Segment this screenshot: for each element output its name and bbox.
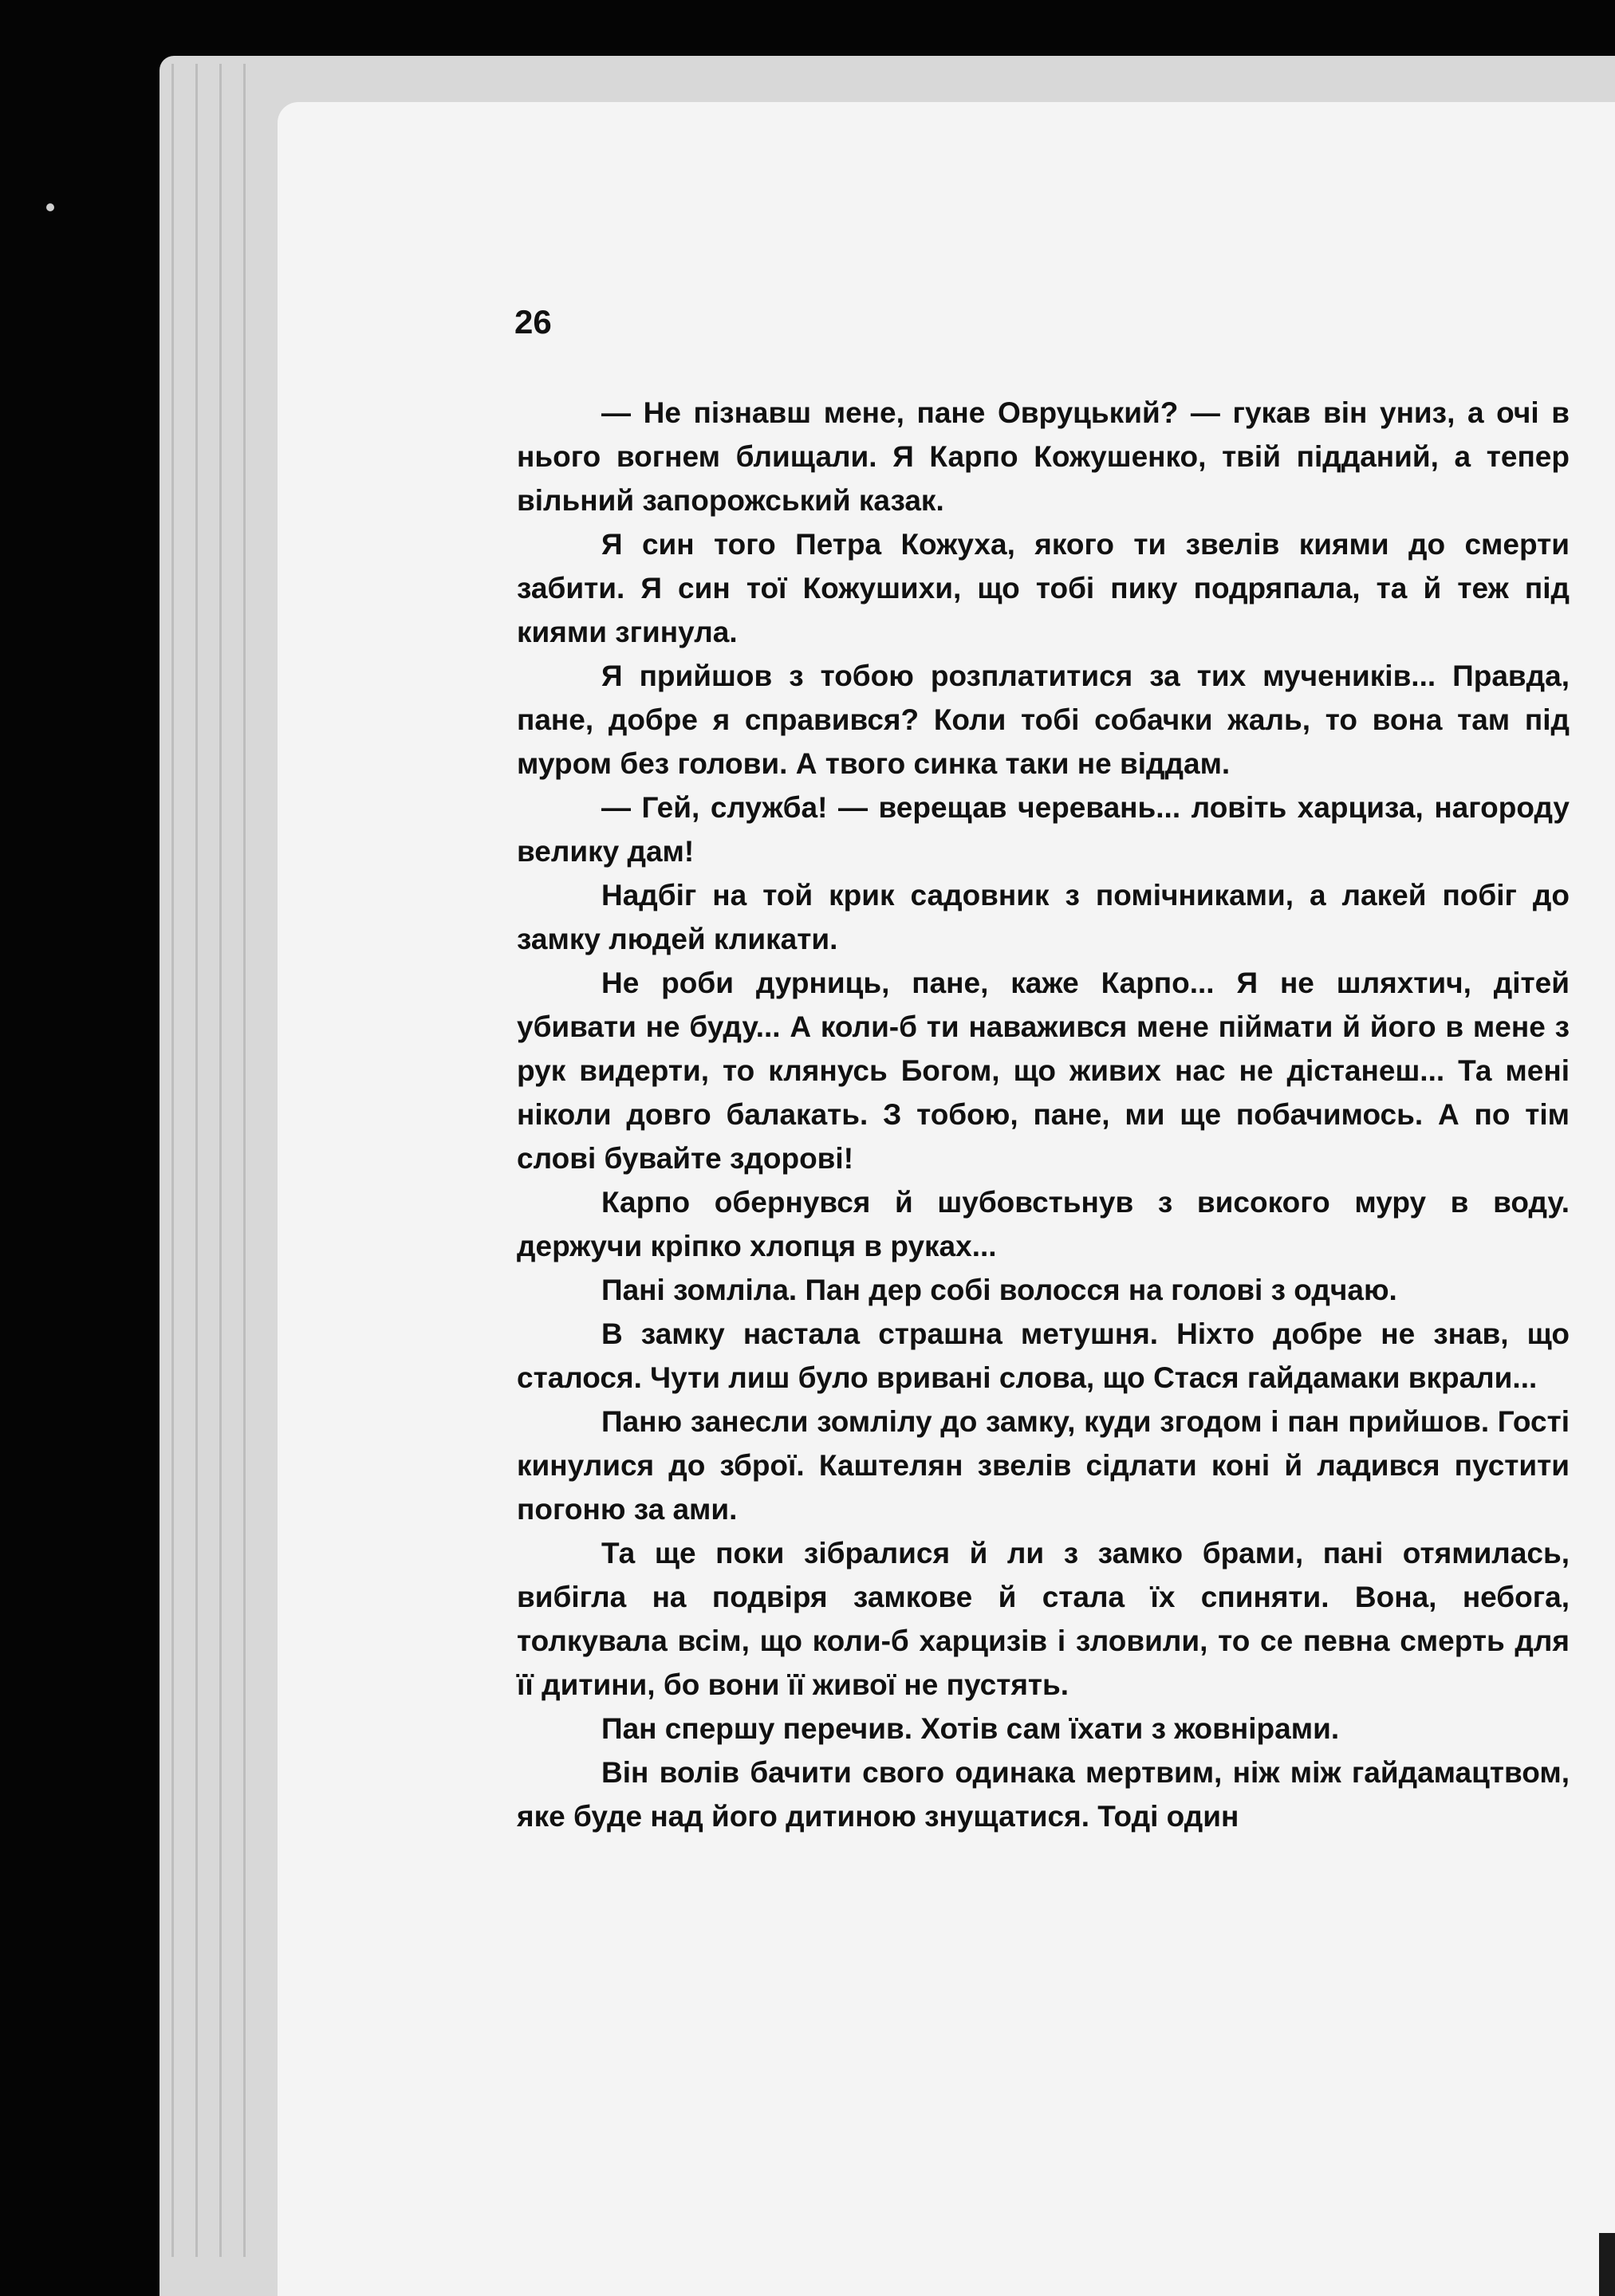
paragraph: Надбіг на той крик садовник з помічниками, а лакей побіг до замку людей кликати. xyxy=(517,879,1570,955)
page-edge-line xyxy=(243,64,246,2257)
page-edge-line xyxy=(171,64,174,2257)
scan-speck xyxy=(46,203,54,211)
paragraph: Пан спершу перечив. Хотів сам їхати з жовнірами. xyxy=(601,1712,1340,1745)
paragraph: Він волів бачити свого одинака мертвим, ніж між гайдамацтвом, яке буде над його дитиною знущатися. Тоді один xyxy=(517,1756,1570,1833)
paragraph: Я прийшов з тобою розплатитися за тих мучеників... Правда, пане, добре я справився? Коли тобі собачки жаль, то вона там під муром без голови. А твого синка таки не віддам. xyxy=(517,660,1570,780)
paragraph: — Не пізнавш мене, пане Овруцький? — гукав він униз, а очі в нього вогнем блищали. Я Карпо Кожушенко, твій підданий, а тепер вільний запорожський казак. xyxy=(517,396,1570,517)
page-text xyxy=(517,391,1570,1838)
page-edge-line xyxy=(219,64,222,2257)
paragraph: — Гей, служба! — верещав черевань... ловіть харциза, нагороду велику дам! xyxy=(517,791,1570,868)
page-number: 26 xyxy=(514,303,552,341)
page-edge-line xyxy=(195,64,198,2257)
scan-edge-strip xyxy=(1599,2233,1615,2296)
paragraph: Я син того Петра Кожуха, якого ти звелів киями до смерти забити. Я син тої Кожушихи, що тобі пику подряпала, та й теж під киями згинула. xyxy=(517,528,1570,648)
paragraph: В замку настала страшна метушня. Ніхто добре не знав, що сталося. Чути лиш було вривані слова, що Стася гайдамаки вкрали... xyxy=(517,1317,1570,1394)
paragraph: Карпо обернувся й шубовстьнув з високого муру в воду. держучи кріпко хлопця в руках... xyxy=(517,1186,1570,1262)
paragraph: Пані зомліла. Пан дер собі волосся на голові з одчаю. xyxy=(601,1274,1397,1306)
paragraph: Не роби дурниць, пане, каже Карпо... Я не шляхтич, дітей убивати не буду... А коли-б ти наважився мене піймати й його в мене з рук видерти, то клянусь Богом, що живих нас не дістанеш... Та мені ніколи довго балакать. З тобою, пане, ми ще побачимось. А по тім слові бувайте здорові! xyxy=(517,967,1570,1175)
paragraph: Та ще поки зібралися й ли з замко брами, пані отямилась, вибігла на подвіря замкове й стала їх спиняти. Вона, небога, толкувала всім, що коли-б харцизів і зловили, то се певна смерть для її дитини, бо вони її живої не пустять. xyxy=(517,1537,1570,1701)
paragraph: Паню занесли зомлілу до замку, куди згодом і пан прийшов. Гості кинулися до зброї. Каштелян звелів сідлати коні й ладився пустити погоню за ами. xyxy=(517,1405,1570,1526)
